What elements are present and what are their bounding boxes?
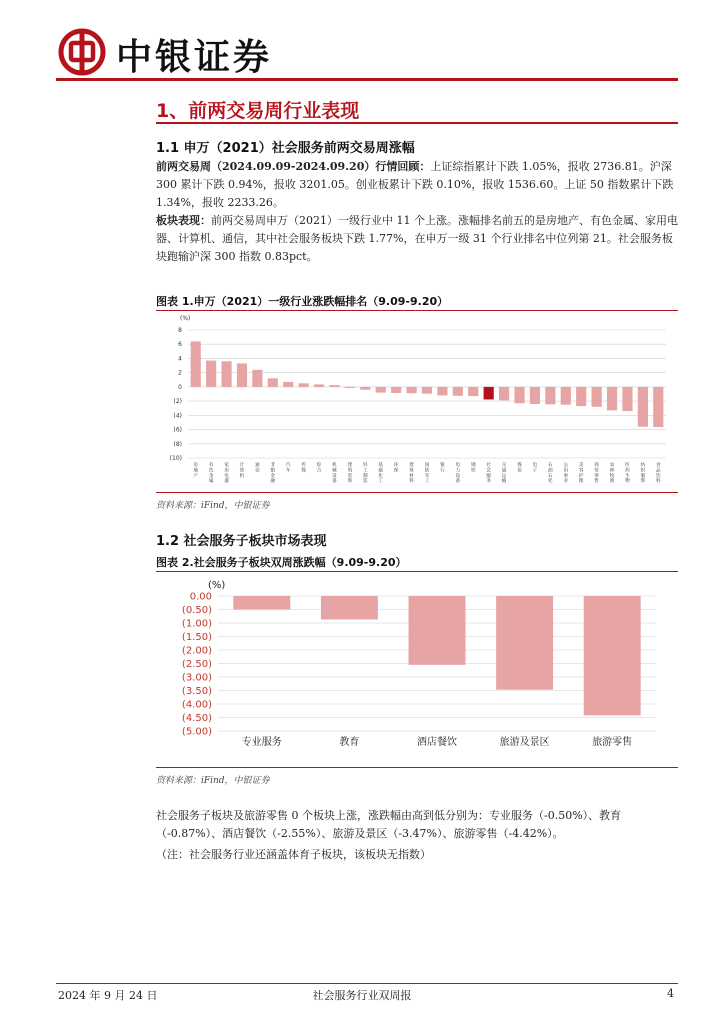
bar — [283, 382, 293, 387]
x-category-label: 旅游及景区 — [499, 737, 550, 748]
y-tick-label: (4.00) — [181, 699, 212, 711]
footnote: （注：社会服务行业还涵盖体育子板块，该板块无指数） — [156, 848, 431, 861]
y-tick-label: (3.50) — [181, 686, 212, 697]
x-category-label: 社会服务 — [486, 463, 491, 485]
subsection-heading-2: 1.2 社会服务子板块市场表现 — [156, 534, 327, 549]
sub-sector-chart — [156, 574, 678, 764]
sector-performance-text: 前两交易周申万（2021）一级行业中 11 个上涨。涨幅排名前五的是房地产、有色金属、家用电器、计算机、通信，其中社会服务板块下跌 1.77%，在申万一级 31 个行业排名中位列第 21。社会服务板块跑输沪深 300 指数 0.83pct。 — [156, 214, 678, 263]
bar — [607, 387, 617, 410]
market-review-paragraph — [156, 158, 678, 212]
x-category-label: 酒店餐饮 — [417, 737, 457, 748]
y-tick-label: (4.50) — [181, 713, 212, 724]
bar — [484, 387, 494, 400]
brand-name: 中银证券 — [116, 37, 273, 78]
section-heading: 1、前两交易周行业表现 — [156, 100, 360, 122]
x-category-label: 国防军工 — [424, 463, 430, 485]
bar — [252, 370, 262, 387]
x-category-label: 美容护理 — [578, 463, 584, 485]
bar — [622, 387, 632, 411]
market-review-label: 前两交易周（2024.09.09-2024.09.20）行情回顾： — [156, 160, 431, 173]
x-category-label: 专业服务 — [241, 737, 282, 748]
figure-2-source: 资料来源：iFind，中银证券 — [156, 776, 270, 786]
sector-performance-label: 板块表现： — [156, 214, 211, 227]
bar — [576, 387, 586, 406]
market-review-text: 上证综指累计下跌 1.05%，报收 2736.81。沪深 300 累计下跌 0.94%，报收 3201.05。创业板累计下跌 0.10%，报收 1536.60。上证 50 指数累计下跌 1.34%，报收 2233.26。 — [156, 160, 674, 209]
bar — [561, 387, 571, 405]
bar — [268, 378, 278, 387]
industry-ranking-chart — [156, 312, 678, 490]
header-divider — [56, 78, 678, 81]
x-category-label: 家用电器 — [224, 463, 229, 485]
sector-performance-paragraph — [156, 212, 678, 266]
y-tick-label: (3.00) — [181, 672, 212, 684]
y-tick-label: (5.00) — [181, 726, 212, 738]
x-category-label: 环保 — [393, 463, 399, 474]
x-category-label: 轻工制造 — [363, 463, 368, 485]
x-category-label: 建筑装饰 — [347, 463, 353, 485]
x-category-label: 计算机 — [239, 463, 245, 479]
bar — [499, 387, 509, 401]
x-category-label: 综合 — [316, 463, 322, 474]
x-category-label: 机械设备 — [332, 463, 337, 485]
x-category-label: 基础化工 — [378, 463, 384, 485]
x-category-label: 农林牧渔 — [609, 463, 615, 485]
x-category-label: 房地产 — [193, 463, 199, 479]
y-tick-label: (6) — [173, 426, 182, 434]
page-header — [0, 0, 724, 84]
bar — [299, 383, 309, 387]
y-tick-label: (2.00) — [181, 645, 212, 657]
bar — [653, 387, 663, 427]
bar — [206, 361, 216, 387]
y-tick-label: (4) — [173, 412, 182, 420]
figure-2-title: 图表 2.社会服务子板块双周涨跌幅（9.09-9.20） — [156, 556, 407, 569]
bar — [530, 387, 540, 404]
x-category-label: 有色金属 — [208, 463, 214, 485]
figure-1-bottom-rule — [156, 492, 678, 493]
y-axis-unit-label: (%) — [180, 315, 191, 322]
bar — [376, 387, 386, 393]
bank-of-china-logo-icon — [58, 28, 106, 76]
x-category-label: 纺织服饰 — [640, 463, 646, 485]
y-tick-label: (1.00) — [181, 618, 212, 630]
subsection-heading-1: 1.1 申万（2021）社会服务前两交易周涨幅 — [156, 141, 415, 156]
bar — [592, 387, 602, 407]
x-category-label: 交通运输 — [501, 463, 507, 485]
bar — [406, 387, 416, 393]
x-category-label: 旅游零售 — [592, 737, 633, 748]
bar — [453, 387, 463, 396]
bar — [221, 361, 231, 387]
figure-2-bottom-rule — [156, 767, 678, 768]
bar — [329, 385, 339, 387]
x-category-label: 煤炭 — [517, 463, 522, 474]
bar — [584, 596, 641, 715]
y-tick-label: 2 — [178, 369, 182, 377]
bar — [321, 596, 378, 619]
x-category-label: 银行 — [440, 463, 445, 474]
sub-sector-summary: 社会服务子板块及旅游零售 0 个板块上涨，涨跌幅由高到低分别为：专业服务（-0.50%）、教育（-0.87%）、酒店餐饮（-2.55%）、旅游及景区（-3.47%）、旅游零售（-4.42%）。 — [156, 809, 622, 840]
bar — [496, 596, 553, 690]
x-category-label: 石油石化 — [548, 463, 553, 485]
bar — [468, 387, 478, 396]
figure-1-source: 资料来源：iFind，中银证券 — [156, 501, 270, 511]
y-tick-label: (0.50) — [181, 605, 212, 616]
bar — [360, 387, 370, 390]
figure-1-top-rule — [156, 310, 678, 311]
y-axis-unit-label: (%) — [208, 580, 226, 591]
y-tick-label: (1.50) — [181, 632, 212, 643]
x-category-label: 医药生物 — [625, 463, 630, 485]
x-category-label: 建筑材料 — [409, 463, 414, 485]
y-tick-label: 0.00 — [189, 591, 212, 603]
bar — [437, 387, 447, 396]
y-tick-label: (10) — [169, 455, 182, 462]
section-heading-divider — [156, 122, 678, 124]
x-category-label: 非银金融 — [270, 463, 276, 485]
page-number: 4 — [667, 987, 674, 1000]
bar — [545, 387, 555, 404]
bar — [409, 596, 466, 665]
bar — [314, 384, 324, 386]
report-title: 社会服务行业双周报 — [312, 989, 412, 1002]
footer-divider — [56, 983, 678, 984]
y-tick-label: (2.50) — [181, 659, 212, 670]
bar — [638, 387, 648, 427]
y-tick-label: (2) — [173, 398, 182, 406]
bar — [191, 341, 201, 387]
bar — [345, 387, 355, 388]
x-category-label: 传媒 — [301, 463, 306, 474]
x-category-label: 电子 — [532, 463, 538, 474]
x-category-label: 公用事业 — [563, 463, 569, 485]
x-category-label: 汽车 — [285, 463, 291, 474]
y-tick-label: (8) — [173, 440, 182, 448]
bar — [237, 363, 247, 386]
x-category-label: 食品饮料 — [655, 463, 661, 485]
y-tick-label: 0 — [178, 383, 182, 391]
y-tick-label: 6 — [178, 341, 182, 349]
y-tick-label: 4 — [178, 355, 182, 363]
y-tick-label: 8 — [178, 327, 182, 334]
bar — [391, 387, 401, 393]
bar — [233, 596, 290, 610]
x-category-label: 教育 — [339, 737, 360, 748]
bar — [422, 387, 432, 394]
figure-1-title: 图表 1.申万（2021）一级行业涨跌幅排名（9.09-9.20） — [156, 295, 449, 308]
report-date: 2024 年 9 月 24 日 — [58, 989, 158, 1002]
bar — [514, 387, 524, 403]
x-category-label: 电力设备 — [455, 463, 461, 485]
x-category-label: 通信 — [255, 463, 260, 474]
x-category-label: 商贸零售 — [594, 463, 599, 485]
figure-2-top-rule — [156, 571, 678, 572]
x-category-label: 钢铁 — [470, 463, 476, 474]
